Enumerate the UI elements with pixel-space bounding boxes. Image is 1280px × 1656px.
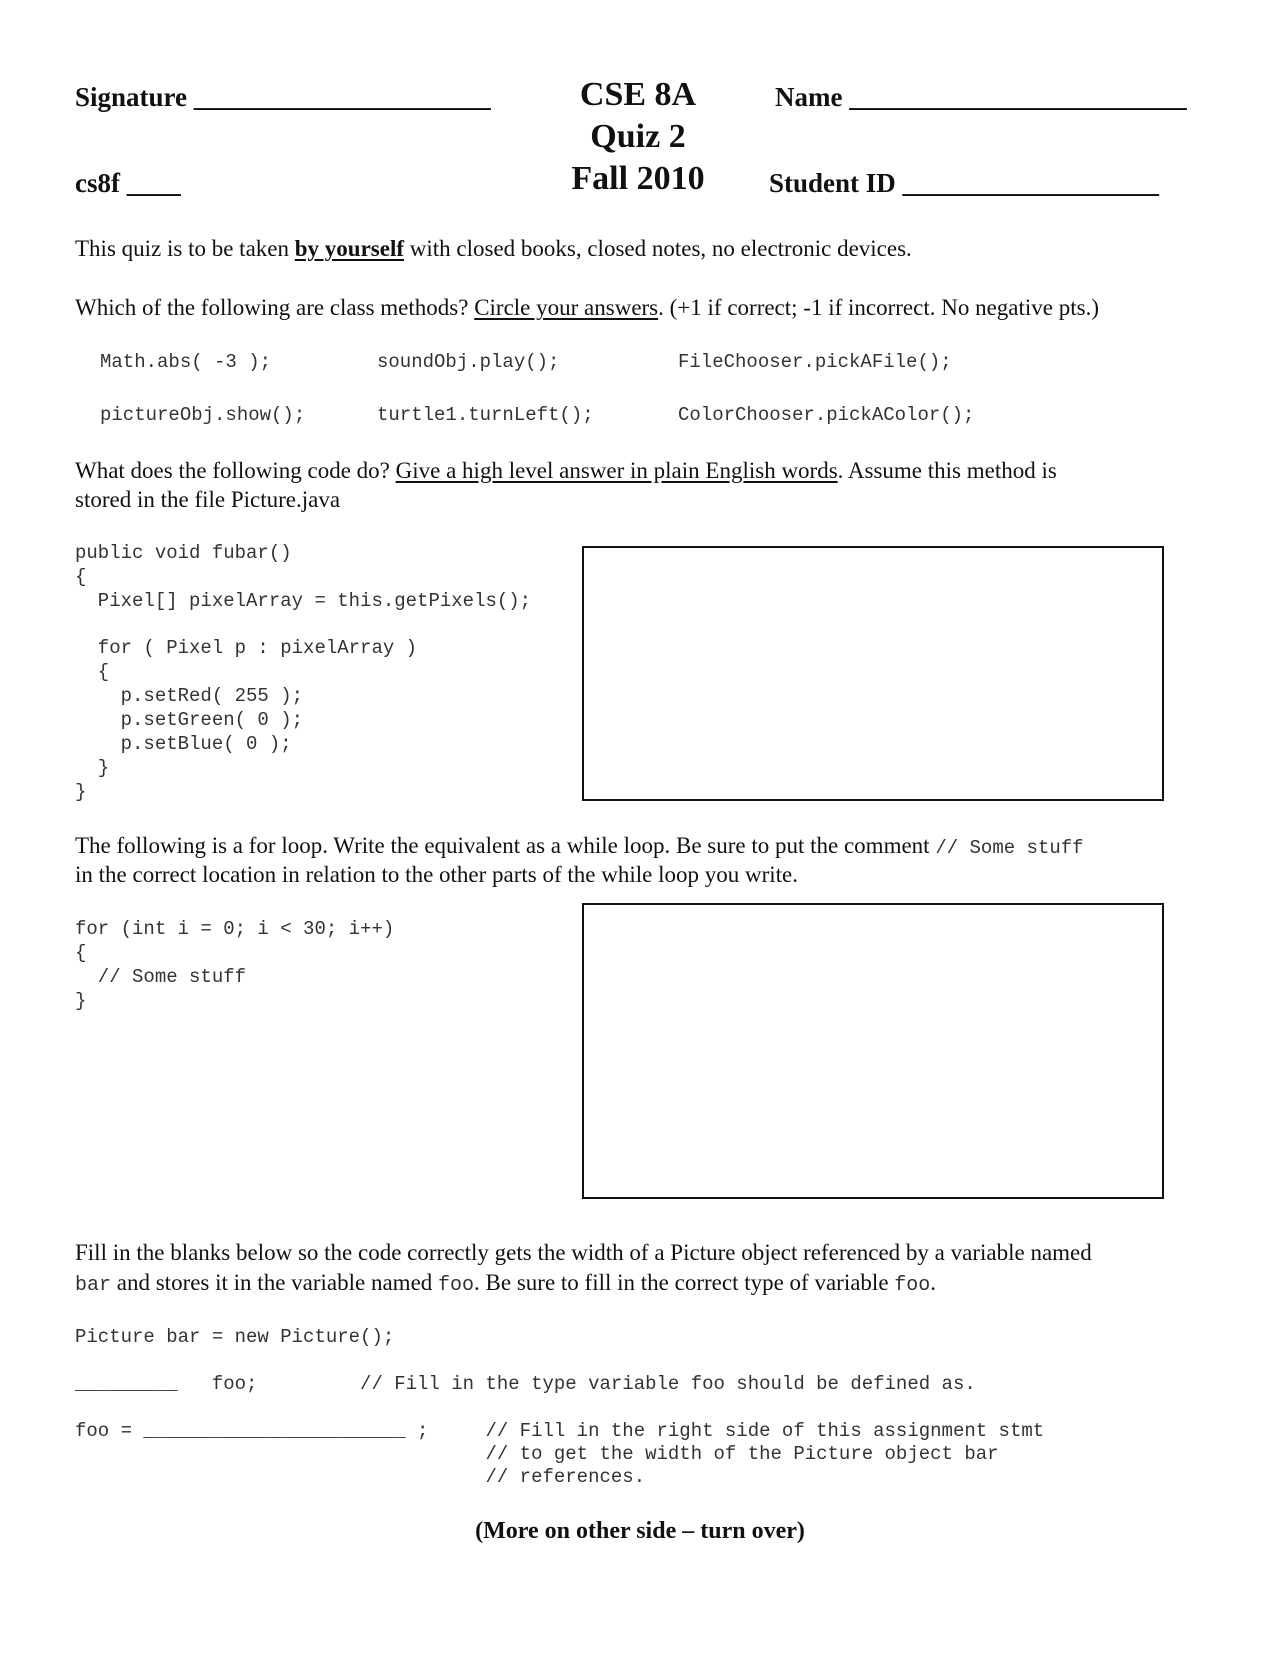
q4-end: . [930,1270,937,1295]
q2-code-block [75,541,531,804]
q3-inline-code: // Some stuff [935,837,1084,859]
q3-pre: The following is a for loop. Write the equivalent as a while loop. Be sure to put the comment [75,833,936,858]
q2-answer-box[interactable] [582,546,1164,801]
quiz-title: Quiz 2 [590,118,686,155]
code-line: } [75,757,110,779]
q4-comment-line: // references. [75,1466,646,1488]
q4-code-bar: bar [75,1274,112,1297]
q4-code-foo-2: foo [894,1274,931,1297]
q1-option[interactable]: ColorChooser.pickAColor(); [678,404,975,426]
code-line: for (int i = 0; i < 30; i++) [75,918,395,940]
code-line-blank [75,613,531,636]
code-line: // Some stuff [75,966,247,988]
q1-option[interactable]: Math.abs( -3 ); [100,351,272,373]
code-line: { [75,661,110,683]
q1-option[interactable]: turtle1.turnLeft(); [377,404,594,426]
account-label: cs8f ____ [75,168,181,198]
q3-prompt-line2: in the correct location in relation to the other parts of the while loop you write. [75,862,799,887]
q1-prompt [75,293,1099,323]
q2-prompt [75,456,1057,486]
code-line: { [75,942,87,964]
q4-type-blank-line[interactable]: _________ foo; // Fill in the type variable foo should be defined as. [75,1373,976,1395]
q4-prompt-line2 [75,1268,936,1301]
q3-code-block [75,917,394,1013]
q4-mid2: . Be sure to fill in the correct type of variable [474,1270,895,1295]
code-line: for ( Pixel p : pixelArray ) [75,637,418,659]
q4-comment-line: // to get the width of the Picture object bar [75,1443,999,1465]
intro-emphasis: by yourself [294,236,404,261]
student-id-label: Student ID ___________________ [769,168,1160,198]
q1-underlined: Circle your answers [474,295,659,320]
q4-code-foo: foo [438,1274,475,1297]
q3-answer-box[interactable] [582,903,1164,1199]
q3-prompt [75,831,1084,863]
code-line: } [75,781,87,803]
signature-label: Signature ______________________ [75,82,491,112]
q2-underlined: Give a high level answer in plain English words [395,458,838,483]
intro-pre: This quiz is to be taken [75,236,295,261]
code-line: p.setGreen( 0 ); [75,709,304,731]
q4-code-line: Picture bar = new Picture(); [75,1326,395,1348]
code-line: p.setRed( 255 ); [75,685,304,707]
q4-prompt: Fill in the blanks below so the code correctly gets the width of a Picture object referenced by a variable named [75,1240,1092,1265]
course-title: CSE 8A [579,76,697,113]
q2-prompt-line2: stored in the file Picture.java [75,487,341,512]
intro-text [75,234,912,264]
q1-option[interactable]: pictureObj.show(); [100,404,306,426]
q2-post: . Assume this method is [837,458,1057,483]
q2-pre: What does the following code do? [75,458,396,483]
q4-mid: and stores it in the variable named [111,1270,439,1295]
code-line: public void fubar() [75,542,292,564]
code-line: { [75,566,87,588]
term-title: Fall 2010 [571,160,705,197]
q1-post: . (+1 if correct; -1 if incorrect. No negative pts.) [658,295,1099,320]
q4-assignment-blank-line[interactable]: foo = _______________________ ; // Fill in the right side of this assignment stmt [75,1420,1045,1442]
q1-option[interactable]: soundObj.play(); [377,351,560,373]
code-line: p.setBlue( 0 ); [75,733,292,755]
name-label: Name _________________________ [775,82,1187,112]
q1-option[interactable]: FileChooser.pickAFile(); [678,351,952,373]
q1-pre: Which of the following are class methods? [75,295,475,320]
code-line: } [75,990,87,1012]
turn-over-note: (More on other side – turn over) [475,1518,805,1544]
intro-post: with closed books, closed notes, no electronic devices. [404,236,912,261]
code-line: Pixel[] pixelArray = this.getPixels(); [75,590,532,612]
